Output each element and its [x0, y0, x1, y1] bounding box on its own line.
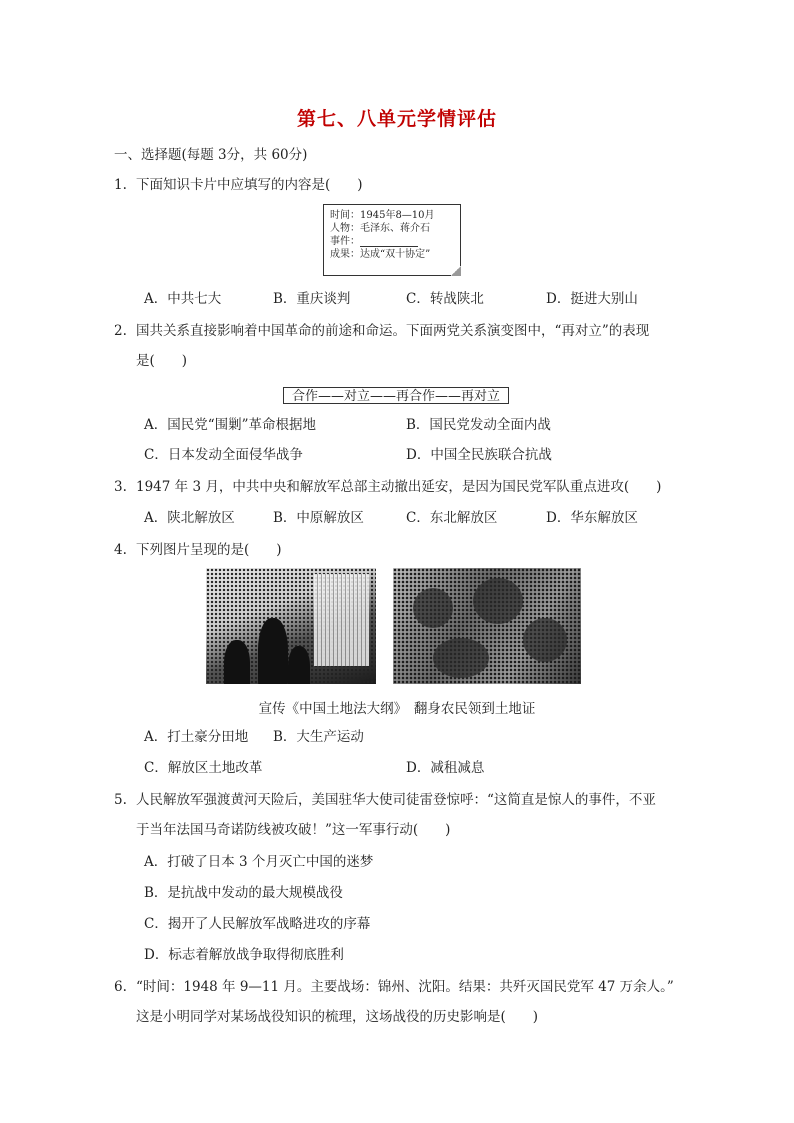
photo-caption: 宣传《中国土地法大纲》 翻身农民领到土地证 — [258, 701, 536, 717]
q5-option-a[interactable]: A．打破了日本 3 个月灭亡中国的迷梦 — [144, 854, 374, 870]
q4-option-a[interactable]: A．打土豪分田地 — [144, 729, 249, 745]
page-title: 第七、八单元学情评估 — [296, 108, 497, 130]
question-6-text-line2: 这是小明同学对某场战役知识的梳理，这场战役的历史影响是( ) — [136, 1009, 539, 1025]
relationship-flow-diagram: 合作——对立——再合作——再对立 — [283, 387, 509, 404]
q4-option-c[interactable]: C．解放区土地改革 — [144, 760, 263, 776]
silhouette-figure — [288, 646, 310, 684]
question-2-text-line2: 是( ) — [136, 353, 188, 369]
knowledge-card — [323, 204, 461, 276]
photo-shade — [433, 638, 489, 678]
q2-option-d[interactable]: D．中国全民族联合抗战 — [406, 447, 552, 463]
question-3-text: 1947 年 3 月，中共中央和解放军总部主动撤出延安，是因为国民党军队重点进攻( ) — [136, 479, 662, 495]
question-5-text-line1: 人民解放军强渡黄河天险后，美国驻华大使司徒雷登惊呼：“这简直是惊人的事件，不亚 — [136, 792, 656, 808]
question-4-number: 4. — [114, 542, 127, 558]
section-heading: 一、选择题(每题 3分，共 60分) — [114, 147, 308, 163]
card-event-blank — [360, 237, 418, 247]
land-law-poster — [314, 574, 369, 666]
q3-option-b[interactable]: B．中原解放区 — [273, 510, 364, 526]
q4-option-d[interactable]: D．减租减息 — [406, 760, 485, 776]
photo-shade — [523, 618, 567, 662]
card-fold-corner — [451, 266, 461, 276]
card-event: 事件： — [330, 235, 454, 248]
photo-shade — [413, 588, 453, 628]
q1-option-b[interactable]: B．重庆谈判 — [273, 291, 351, 307]
photo-shade — [473, 578, 523, 624]
silhouette-figure — [224, 640, 250, 684]
q2-option-c[interactable]: C．日本发动全面侵华战争 — [144, 447, 303, 463]
silhouette-figure — [258, 618, 288, 684]
q3-option-a[interactable]: A．陕北解放区 — [144, 510, 235, 526]
question-5-number: 5. — [114, 792, 127, 808]
question-5-text-line2: 于当年法国马奇诺防线被攻破！”这一军事行动( ) — [136, 822, 451, 838]
question-2-text-line1: 国共关系直接影响着中国革命的前途和命运。下面两党关系演变图中，“再对立”的表现 — [136, 323, 650, 339]
card-time: 时间：1945年8—10月 — [330, 210, 435, 221]
q5-option-b[interactable]: B．是抗战中发动的最大规模战役 — [144, 885, 343, 901]
question-1-text: 下面知识卡片中应填写的内容是( ) — [136, 177, 363, 193]
card-result: 成果：达成“双十协定” — [330, 249, 431, 260]
question-6-number: 6. — [114, 979, 127, 995]
q5-option-d[interactable]: D．标志着解放战争取得彻底胜利 — [144, 947, 344, 963]
question-1-number: 1. — [114, 177, 127, 193]
q5-option-c[interactable]: C．揭开了人民解放军战略进攻的序幕 — [144, 916, 371, 932]
card-people: 人物：毛泽东、蒋介石 — [330, 223, 430, 234]
question-3-number: 3. — [114, 479, 127, 495]
farmers-land-certificate-photo — [393, 568, 581, 684]
q3-option-d[interactable]: D．华东解放区 — [546, 510, 638, 526]
q3-option-c[interactable]: C．东北解放区 — [406, 510, 498, 526]
q2-option-b[interactable]: B．国民党发动全面内战 — [406, 417, 551, 433]
q1-option-a[interactable]: A．中共七大 — [144, 291, 222, 307]
question-2-number: 2. — [114, 323, 127, 339]
land-law-propaganda-photo — [206, 568, 376, 684]
q1-option-d[interactable]: D．挺进大别山 — [546, 291, 638, 307]
q4-option-b[interactable]: B．大生产运动 — [273, 729, 364, 745]
q2-option-a[interactable]: A．国民党“围剿”革命根据地 — [144, 417, 317, 433]
question-6-text-line1: “时间：1948 年 9—11 月。主要战场：锦州、沈阳。结果：共歼灭国民党军 47 万余人。” — [136, 979, 674, 995]
question-4-text: 下列图片呈现的是( ) — [136, 542, 282, 558]
q1-option-c[interactable]: C．转战陕北 — [406, 291, 484, 307]
